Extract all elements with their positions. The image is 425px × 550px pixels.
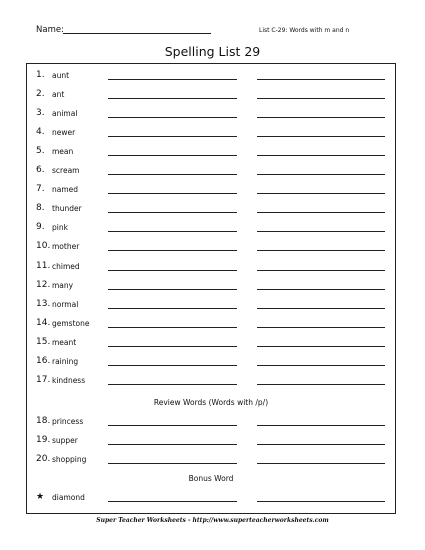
word-number: 19. (36, 435, 51, 445)
word-number: 11. (36, 261, 51, 271)
review-heading: Review Words (Words with /p/) (153, 398, 269, 407)
writing-line-2[interactable] (257, 463, 385, 464)
writing-line-1[interactable] (108, 193, 237, 194)
writing-line-2[interactable] (257, 289, 385, 290)
word-number: 15. (36, 337, 51, 347)
word-number: 20. (36, 454, 51, 464)
spelling-word: pink (52, 223, 68, 232)
writing-line-1[interactable] (108, 501, 237, 502)
spelling-word: princess (52, 417, 84, 426)
spelling-word: kindness (52, 376, 86, 385)
writing-line-1[interactable] (108, 384, 237, 385)
writing-line-2[interactable] (257, 501, 385, 502)
spelling-word: shopping (52, 455, 87, 464)
spelling-word: normal (52, 300, 79, 309)
spelling-word: diamond (52, 493, 85, 502)
word-number: 10. (36, 241, 51, 251)
writing-line-2[interactable] (257, 270, 385, 271)
spelling-word: meant (52, 338, 77, 347)
word-row (36, 89, 396, 101)
list-info: List C-29: Words with m and n (259, 27, 350, 34)
word-row (36, 203, 396, 215)
word-number: 12. (36, 280, 51, 290)
writing-line-2[interactable] (257, 136, 385, 137)
writing-line-2[interactable] (257, 346, 385, 347)
word-row (36, 280, 396, 292)
writing-line-1[interactable] (108, 289, 237, 290)
writing-line-2[interactable] (257, 193, 385, 194)
spelling-word: mother (52, 242, 80, 251)
word-row (36, 318, 396, 330)
writing-line-2[interactable] (257, 384, 385, 385)
writing-line-2[interactable] (257, 444, 385, 445)
word-row (36, 108, 396, 120)
footer: Super Teacher Worksheets - http://www.superteacherworksheets.com (96, 517, 329, 524)
word-number: 13. (36, 299, 51, 309)
word-row (36, 146, 396, 158)
spelling-word: gemstone (52, 319, 90, 328)
writing-line-1[interactable] (108, 98, 237, 99)
writing-line-2[interactable] (257, 250, 385, 251)
word-row (36, 241, 396, 253)
spelling-word: raining (52, 357, 79, 366)
word-number: 7. (36, 184, 45, 194)
word-number: 1. (36, 70, 45, 80)
word-row (36, 299, 396, 311)
writing-line-1[interactable] (108, 365, 237, 366)
writing-line-1[interactable] (108, 308, 237, 309)
word-row (36, 70, 396, 82)
spelling-word: newer (52, 128, 76, 137)
writing-line-1[interactable] (108, 117, 237, 118)
word-row (36, 261, 396, 273)
writing-line-1[interactable] (108, 136, 237, 137)
word-row (36, 127, 396, 139)
word-row (36, 375, 396, 387)
writing-line-1[interactable] (108, 79, 237, 80)
spelling-word: animal (52, 109, 78, 118)
spelling-word: aunt (52, 71, 70, 80)
writing-line-1[interactable] (108, 231, 237, 232)
word-row (36, 165, 396, 177)
writing-line-1[interactable] (108, 212, 237, 213)
spelling-word: scream (52, 166, 80, 175)
word-number: 4. (36, 127, 45, 137)
writing-line-2[interactable] (257, 117, 385, 118)
spelling-word: many (52, 281, 74, 290)
word-number: 6. (36, 165, 45, 175)
name-label: Name: (36, 25, 64, 35)
spelling-word: ant (52, 90, 65, 99)
word-row (36, 356, 396, 368)
word-row (36, 222, 396, 234)
review-word-row (36, 416, 396, 428)
word-number: 8. (36, 203, 45, 213)
word-number: 14. (36, 318, 51, 328)
writing-line-1[interactable] (108, 270, 237, 271)
writing-line-2[interactable] (257, 79, 385, 80)
spelling-word: supper (52, 436, 78, 445)
review-word-row (36, 454, 396, 466)
writing-line-1[interactable] (108, 346, 237, 347)
writing-line-2[interactable] (257, 327, 385, 328)
word-number: 16. (36, 356, 51, 366)
word-number: 18. (36, 416, 51, 426)
writing-line-2[interactable] (257, 155, 385, 156)
word-row (36, 184, 396, 196)
page-title: Spelling List 29 (164, 44, 261, 59)
review-word-row (36, 435, 396, 447)
writing-line-1[interactable] (108, 463, 237, 464)
name-line[interactable] (63, 33, 211, 34)
bonus-word-row (36, 492, 396, 504)
writing-line-1[interactable] (108, 444, 237, 445)
writing-line-2[interactable] (257, 365, 385, 366)
writing-line-1[interactable] (108, 174, 237, 175)
word-number: 2. (36, 89, 45, 99)
spelling-word: thunder (52, 204, 82, 213)
spelling-word: chimed (52, 262, 80, 271)
word-number: 3. (36, 108, 45, 118)
writing-line-1[interactable] (108, 155, 237, 156)
writing-line-2[interactable] (257, 308, 385, 309)
word-number: ★ (36, 492, 45, 502)
spelling-word: named (52, 185, 79, 194)
writing-line-1[interactable] (108, 327, 237, 328)
writing-line-2[interactable] (257, 231, 385, 232)
writing-line-1[interactable] (108, 425, 237, 426)
writing-line-2[interactable] (257, 425, 385, 426)
word-number: 9. (36, 222, 45, 232)
writing-line-2[interactable] (257, 212, 385, 213)
writing-line-2[interactable] (257, 174, 385, 175)
spelling-word: mean (52, 147, 74, 156)
word-number: 17. (36, 375, 51, 385)
writing-line-2[interactable] (257, 98, 385, 99)
bonus-heading: Bonus Word (188, 474, 234, 483)
word-number: 5. (36, 146, 45, 156)
writing-line-1[interactable] (108, 250, 237, 251)
word-row (36, 337, 396, 349)
